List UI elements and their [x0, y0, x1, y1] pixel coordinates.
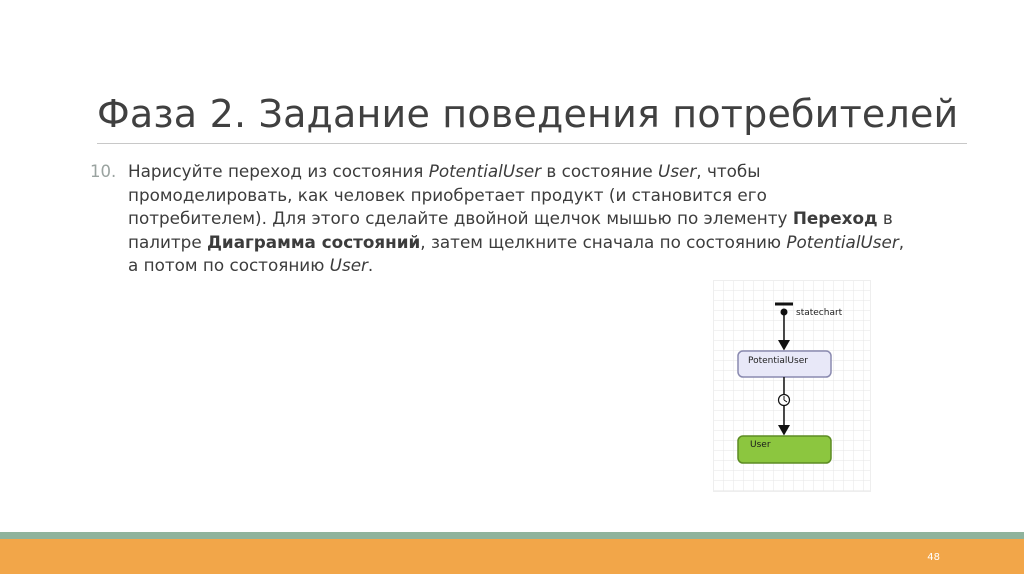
- text-segment: в палитре: [128, 208, 893, 252]
- slide-title: Фаза 2. Задание поведения потребителей: [97, 92, 959, 136]
- text-segment: , а потом по состоянию: [128, 231, 905, 275]
- text-segment: , затем щелкните сначала по состоянию: [420, 231, 787, 252]
- state-user-label: User: [750, 440, 771, 450]
- list-item-text: [128, 160, 908, 278]
- text-segment: , чтобы промоделировать, как человек приобретает продукт (и становится его потребителем). Для этого сделайте двойной щелчок мышью по элементу: [128, 161, 793, 228]
- text-segment: User: [658, 161, 697, 181]
- clock-icon: [779, 395, 790, 406]
- text-segment: PotentialUser: [786, 231, 899, 252]
- text-segment: Нарисуйте переход из состояния: [128, 161, 429, 181]
- state-potentialuser-label: PotentialUser: [748, 356, 808, 366]
- list-item-number: 10.: [90, 162, 117, 181]
- title-divider: [97, 143, 967, 144]
- text-segment: User: [329, 255, 368, 275]
- text-segment: PotentialUser: [428, 161, 542, 181]
- text-segment: в состояние: [541, 161, 659, 181]
- text-segment: Диаграмма состояний: [206, 231, 421, 252]
- statechart-diagram: [713, 280, 871, 492]
- page-number: 48: [927, 552, 940, 563]
- text-segment: Переход: [792, 208, 878, 228]
- footer-bar: [0, 539, 1024, 574]
- text-segment: .: [367, 255, 374, 275]
- footer-stripe-green: [0, 532, 1024, 539]
- entry-label: statechart: [796, 308, 843, 318]
